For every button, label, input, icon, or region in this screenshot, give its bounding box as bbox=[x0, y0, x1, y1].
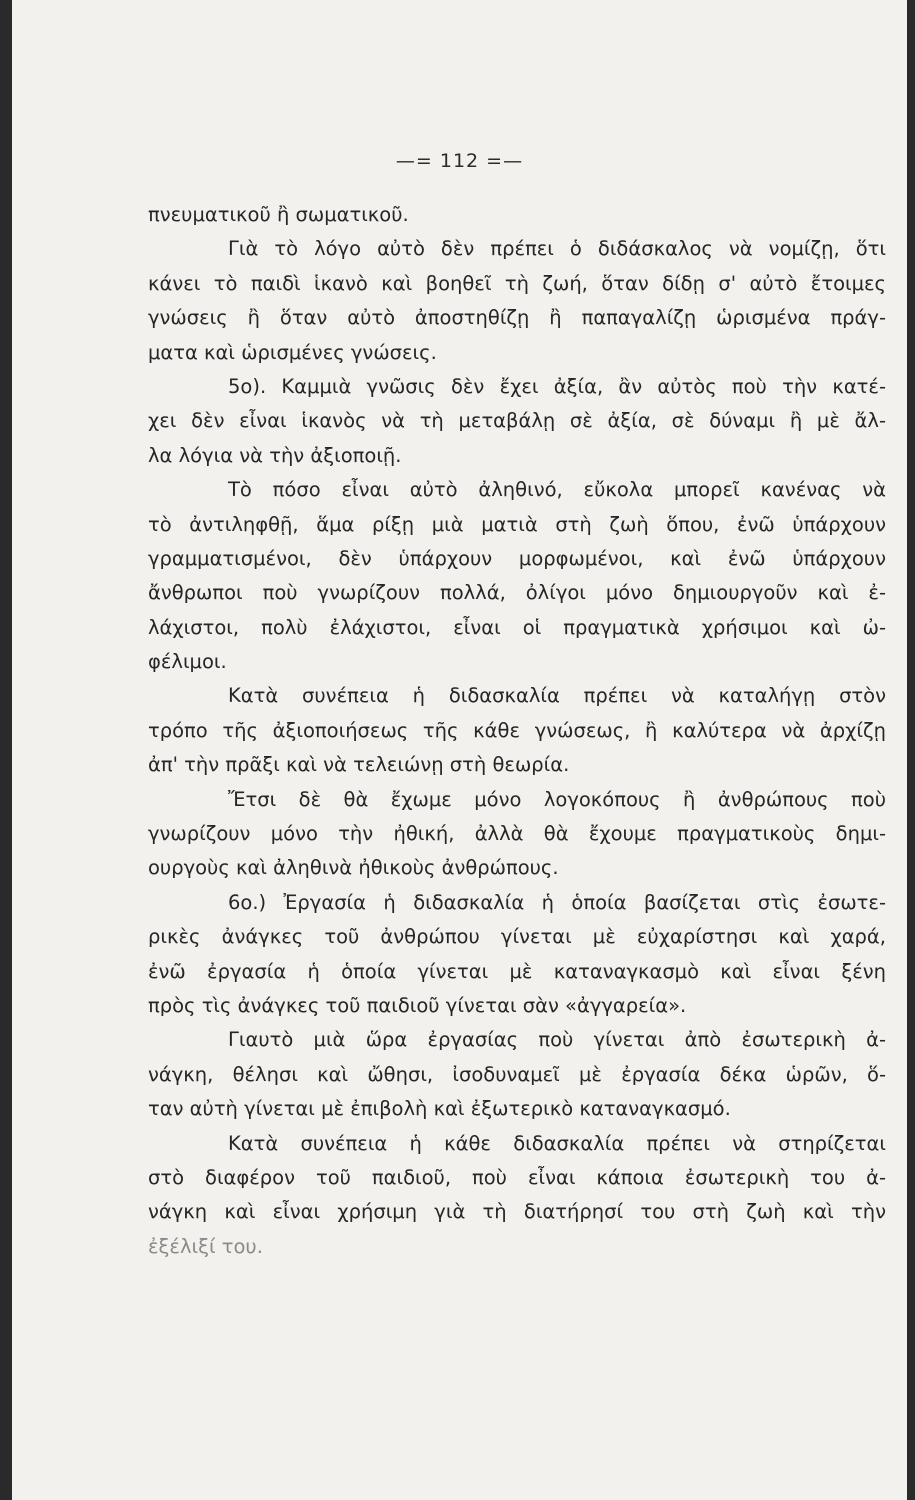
text-line: ρικὲς ἀνάγκες τοῦ ἀνθρώπου γίνεται μὲ εὐχαρίστησι καὶ χαρά, bbox=[148, 925, 886, 949]
text-line: 5ο). Καμμιὰ γνῶσις δὲν ἔχει ἀξία, ἂν αὐτὸς ποὺ τὴν κατέ- bbox=[228, 374, 886, 398]
text-line: Κατὰ συνέπεια ἡ κάθε διδασκαλία πρέπει νὰ στηρίζεται bbox=[228, 1131, 886, 1155]
text-line: νάγκη καὶ εἶναι χρήσιμη γιὰ τὴ διατήρησί του στὴ ζωὴ καὶ τὴν bbox=[148, 1200, 886, 1224]
text-line: στὸ διαφέρον τοῦ παιδιοῦ, ποὺ εἶναι κάποια ἐσωτερικὴ του ἀ- bbox=[148, 1165, 886, 1189]
text-line: τὸ ἀντιληφθῇ, ἅμα ρίξῃ μιὰ ματιὰ στὴ ζωὴ ὅπου, ἐνῶ ὑπάρχουν bbox=[148, 512, 886, 536]
text-line: ταν αὐτὴ γίνεται μὲ ἐπιβολὴ καὶ ἐξωτερικὸ καταναγκασμό. bbox=[148, 1097, 731, 1121]
text-line: κάνει τὸ παιδὶ ἱκανὸ καὶ βοηθεῖ τὴ ζωή, ὅταν δίδῃ σ' αὐτὸ ἔτοιμες bbox=[148, 271, 886, 295]
text-line: Γιαυτὸ μιὰ ὥρα ἐργασίας ποὺ γίνεται ἀπὸ ἐσωτερικὴ ἀ- bbox=[228, 1028, 886, 1052]
text-line: ἄνθρωποι ποὺ γνωρίζουν πολλά, ὀλίγοι μόνο δημιουργοῦν καὶ ἐ- bbox=[148, 581, 886, 605]
body-text bbox=[148, 198, 886, 1264]
text-line: Ἔτσι δὲ θὰ ἔχωμε μόνο λογοκόπους ἢ ἀνθρώπους ποὺ bbox=[228, 787, 886, 811]
text-line: ἀπ' τὴν πρᾶξι καὶ νὰ τελειώνῃ στὴ θεωρία. bbox=[148, 753, 570, 777]
text-line: πρὸς τὶς ἀνάγκες τοῦ παιδιοῦ γίνεται σὰν «ἀγγαρεία». bbox=[148, 993, 687, 1017]
text-line: γνώσεις ἢ ὅταν αὐτὸ ἀποστηθίζῃ ἢ παπαγαλίζῃ ὡρισμένα πράγ- bbox=[148, 306, 886, 330]
text-line: νάγκη, θέλησι καὶ ὤθησι, ἰσοδυναμεῖ μὲ ἐργασία δέκα ὡρῶν, ὅ- bbox=[148, 1062, 886, 1086]
text-line: ἐνῶ ἐργασία ἡ ὁποία γίνεται μὲ καταναγκασμὸ καὶ εἶναι ξένη bbox=[148, 959, 886, 983]
text-line: Κατὰ συνέπεια ἡ διδασκαλία πρέπει νὰ καταλήγῃ στὸν bbox=[228, 684, 886, 708]
text-line: γνωρίζουν μόνο τὴν ἠθική, ἀλλὰ θὰ ἔχουμε πραγματικοὺς δημι- bbox=[148, 822, 886, 846]
text-line: πνευματικοῦ ἢ σωματικοῦ. bbox=[148, 203, 409, 226]
text-line: 6ο.) Ἐργασία ἡ διδασκαλία ἡ ὁποία βασίζεται στὶς ἐσωτε- bbox=[228, 890, 886, 914]
text-line: γραμματισμένοι, δὲν ὑπάρχουν μορφωμένοι, καὶ ἐνῶ ὑπάρχουν bbox=[148, 546, 886, 570]
text-line: Τὸ πόσο εἶναι αὐτὸ ἀληθινό, εὔκολα μπορεῖ κανένας νὰ bbox=[228, 478, 886, 502]
text-line: τρόπο τῆς ἀξιοποιήσεως τῆς κάθε γνώσεως, ἢ καλύτερα νὰ ἀρχίζῃ bbox=[148, 718, 886, 742]
text-line: ουργοὺς καὶ ἀληθινὰ ἠθικοὺς ἀνθρώπους. bbox=[148, 856, 559, 880]
page-number: —= 112 =— bbox=[395, 150, 524, 172]
text-line: ματα καὶ ὡρισμένες γνώσεις. bbox=[148, 340, 437, 364]
text-line: λάχιστοι, πολὺ ἐλάχιστοι, εἶναι οἱ πραγματικὰ χρήσιμοι καὶ ὠ- bbox=[148, 615, 886, 639]
text-line: λα λόγια νὰ τὴν ἀξιοποιῇ. bbox=[148, 443, 402, 467]
text-line: φέλιμοι. bbox=[148, 650, 227, 674]
text-line: ἐξέλιξί του. bbox=[148, 1234, 263, 1258]
text-line: χει δὲν εἶναι ἱκανὸς νὰ τὴ μεταβάλῃ σὲ ἀξία, σὲ δύναμι ἢ μὲ ἄλ- bbox=[148, 409, 886, 433]
text-line: Γιὰ τὸ λόγο αὐτὸ δὲν πρέπει ὁ διδάσκαλος νὰ νομίζῃ, ὅτι bbox=[228, 237, 886, 261]
book-page bbox=[12, 0, 907, 1500]
